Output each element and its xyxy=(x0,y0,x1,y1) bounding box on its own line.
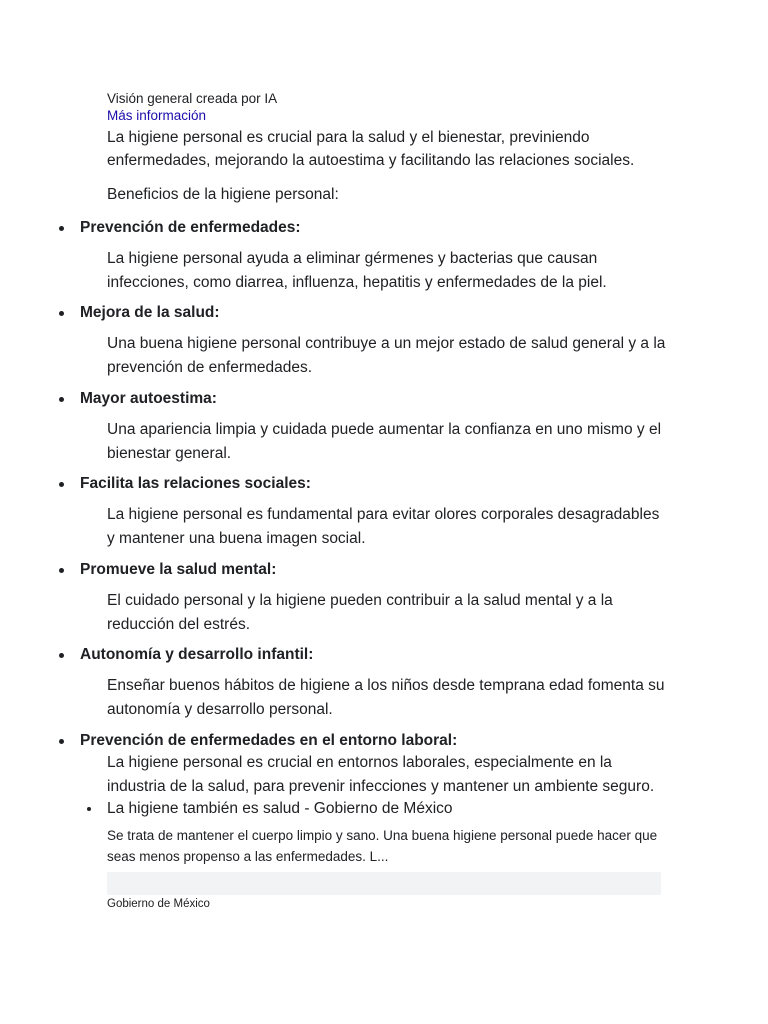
benefit-desc-mental-health: El cuidado personal y la higiene pueden contribuir a la salud mental y a la reducción del estrés. xyxy=(107,592,613,633)
benefit-title-child-autonomy: Autonomía y desarrollo infantil: xyxy=(80,643,313,666)
benefit-title-workplace: Prevención de enfermedades en el entorno laboral: xyxy=(80,729,457,752)
source-snippet: Se trata de mantener el cuerpo limpio y sano. Una buena higiene personal puede hacer que seas menos propenso a las enfermedades. L... xyxy=(107,828,658,864)
benefit-title-mental-health: Promueve la salud mental: xyxy=(80,558,276,581)
benefit-desc-child-autonomy: Enseñar buenos hábitos de higiene a los niños desde temprana edad fomenta su autonomía y desarrollo personal. xyxy=(107,677,665,718)
benefit-desc-self-esteem: Una apariencia limpia y cuidada puede aumentar la confianza en uno mismo y el bienestar general. xyxy=(107,421,662,462)
intro-paragraph: La higiene personal es crucial para la salud y el bienestar, previniendo enfermedades, mejorando la autoestima y facilitando las relaciones sociales. xyxy=(107,129,635,169)
source-thumbnail-placeholder[interactable] xyxy=(107,872,661,895)
ai-overview-label: Visión general creada por IA xyxy=(107,91,278,106)
benefit-title-social: Facilita las relaciones sociales: xyxy=(80,472,311,495)
benefit-desc-social: La higiene personal es fundamental para evitar olores corporales desagradables y mantener una buena imagen social. xyxy=(107,506,660,547)
benefit-title-self-esteem: Mayor autoestima: xyxy=(80,387,217,410)
benefit-desc-health: Una buena higiene personal contribuye a un mejor estado de salud general y a la prevención de enfermedades. xyxy=(107,335,666,376)
source-link-title[interactable]: La higiene también es salud - Gobierno de México xyxy=(107,797,453,820)
more-info-link[interactable]: Más información xyxy=(107,108,207,123)
benefits-heading: Beneficios de la higiene personal: xyxy=(107,186,339,203)
benefit-desc-prevention: La higiene personal ayuda a eliminar gérmenes y bacterias que causan infecciones, como diarrea, influenza, hepatitis y enfermedades de la piel. xyxy=(107,250,607,291)
source-site-name: Gobierno de México xyxy=(107,898,210,910)
benefit-title-prevention: Prevención de enfermedades: xyxy=(80,216,301,239)
benefit-title-health: Mejora de la salud: xyxy=(80,301,220,324)
benefit-desc-workplace: La higiene personal es crucial en entornos laborales, especialmente en la industria de la salud, para prevenir infecciones y mantener un ambiente seguro. xyxy=(107,754,655,795)
